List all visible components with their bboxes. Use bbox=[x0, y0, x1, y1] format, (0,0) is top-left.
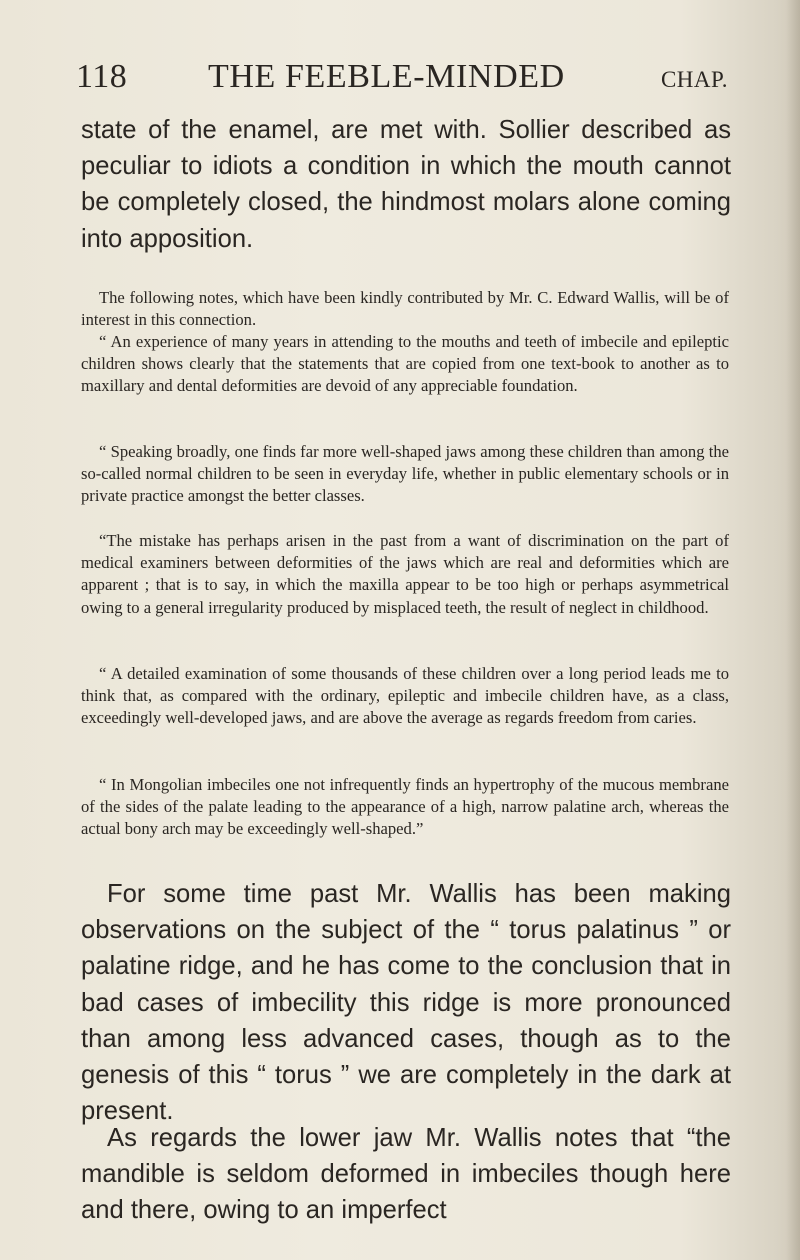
torus-paragraph: For some time past Mr. Wallis has been making observations on the subject of the “ torus palatinus ” or palatine ridge, and he has come to the conclusion that in bad cases of imbecility this ridge is more pronounced than among less advanced cases, though as to the genesis of this “ torus ” we are completely in the dark at present. bbox=[81, 880, 731, 1126]
quote-paragraph-speaking-broadly: “ Speaking broadly, one finds far more well-shaped jaws among these children than among the so-called normal children to be seen in everyday life, whether in public elementary schools or in private practice amongst the better classes. bbox=[81, 442, 729, 506]
page-edge-shadow bbox=[786, 0, 800, 1260]
quote-introduction: The following notes, which have been kindly contributed by Mr. C. Edward Wallis, will be of interest in this connection. bbox=[81, 288, 729, 330]
opening-paragraph: state of the enamel, are met with. Sollier described as peculiar to idiots a condition in which the mouth cannot be completely closed, the hindmost molars alone coming into apposition. bbox=[81, 116, 731, 253]
page-header bbox=[76, 58, 728, 102]
chapter-label: CHAP. bbox=[660, 67, 728, 92]
running-title: THE FEEBLE-MINDED bbox=[208, 58, 565, 95]
lower-jaw-paragraph: As regards the lower jaw Mr. Wallis notes that “the mandible is seldom deformed in imbeciles though here and there, owing to an imperfect bbox=[81, 1124, 731, 1225]
page-number: 118 bbox=[76, 58, 128, 95]
quote-paragraph-examination: “ A detailed examination of some thousands of these children over a long period leads me to think that, as compared with the ordinary, epileptic and imbecile children have, as a class, exceedingly well-developed jaws, and are above the average as regards freedom from caries. bbox=[81, 664, 729, 728]
quote-paragraph-experience: “ An experience of many years in attending to the mouths and teeth of imbecile and epileptic children shows clearly that the statements that are copied from one text-book to another as to maxillary and dental deformities are devoid of any appreciable foundation. bbox=[81, 332, 729, 396]
quote-paragraph-mongolian: “ In Mongolian imbeciles one not infrequently finds an hypertrophy of the mucous membrane of the sides of the palate leading to the appearance of a high, narrow palatine arch, whereas the actual bony arch may be exceedingly well-shaped.” bbox=[81, 775, 729, 839]
quote-paragraph-mistake: “The mistake has perhaps arisen in the past from a want of discrimination on the part of medical examiners between deformities of the jaws which are real and deformities which are apparent ; that is to say, in which the maxilla appear to be too high or perhaps asymmetrical owing to a general irregularity produced by misplaced teeth, the result of neglect in childhood. bbox=[81, 531, 729, 617]
